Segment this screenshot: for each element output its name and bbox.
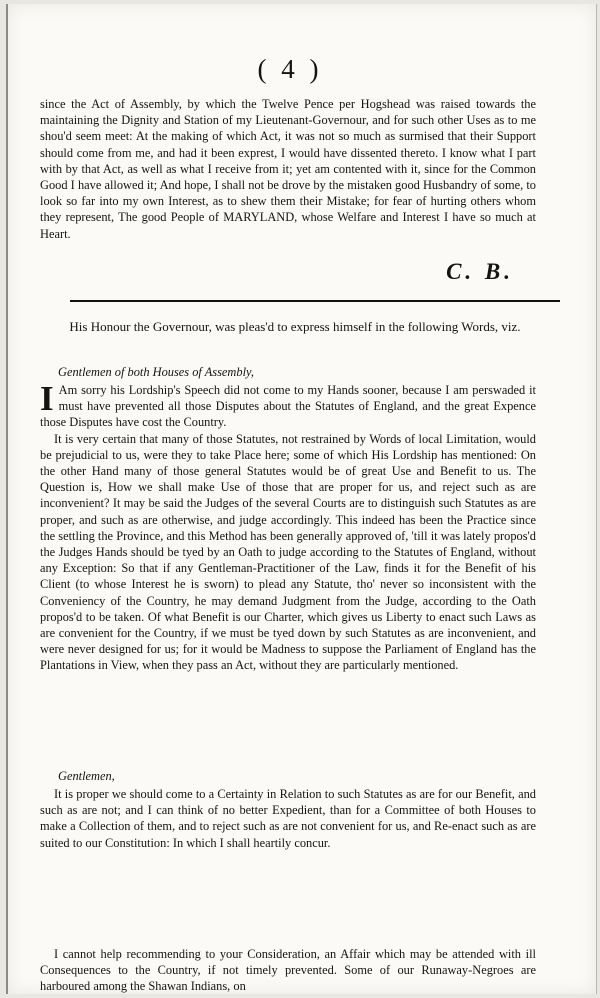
drop-cap: I [40, 379, 54, 418]
page-number: ( 4 ) [257, 54, 323, 84]
salutation-houses: Gentlemen of both Houses of Assembly, [58, 365, 254, 379]
salutation-gentlemen: Gentlemen, [58, 769, 115, 783]
speech-paragraph-1 [40, 379, 536, 431]
section-divider [70, 300, 560, 302]
speech-paragraph-2: It is very certain that many of those Statutes, not restrained by Words of local Limitation, would be prejudicial to us, were they to take Place here; some of which His Lordship has mentioned: On the other Hand many of those general Statutes would be of great Use and Benefit to us. The Question is, How we shall make Use of those that are proper for us, and reject such as are inconvenient? It may be said the Judges of the several Courts are to distinguish such Statutes as are proper, and such as are otherwise, and judge accordingly. This indeed has been the Practice since the settling the Province, and this Method has been generally approved of, 'till it was lately propos'd the Judges Hands should be tyed by an Oath to judge according to the Statutes of England, without any Exception: So that if any Gentleman-Practitioner of the Law, finds it for the Benefit of his Client (to whose Interest he is sworn) to plead any Statute, tho' never so inconsistent with the Conveniency of the Country, he may demand Judgment from the Judge, according to the Oath propos'd to be taken. Of what Benefit is our Charter, which gives us Liberty to enact such Laws as are convenient for the Country, if we must be tyed down by such Statutes as are inconvenient, and were never designed for us; for it would be Madness to suppose the Parliament of England has the Plantations in View, when they pass an Act, without they are particularly mentioned. [40, 431, 536, 673]
speech-paragraph-4: I cannot help recommending to your Consideration, an Affair which may be attended with ill Consequences to the Country, if not timely prevented. Some of our Runaway-Negroes are harboured among the Shawan Indians, on [40, 947, 536, 994]
intro-text: since the Act of Assembly, by which the Twelve Pence per Hogshead was raised towards the maintaining the Dignity and Station of my Lieutenant-Governour, and for such other Uses as to me shou'd seem meet: At the making of which Act, it was not so much as surmised that their Support should come from me, and had it been exprest, I would have dissented thereto. I know what I part with by that Act, as well as what I receive from it; yet am contented with it, since for the Common Good I have allowed it; And hope, I shall not be drove by the mistaken good Husbandry of some, to look so far into my own Interest, as to shew them their Mistake; for fear of hurting others whom they represent, The good People of MARYLAND, whose Welfare and Interest I have so much at Heart. [40, 97, 536, 241]
section-heading: His Honour the Governour, was pleas'd to express himself in the following Words, viz. [69, 319, 521, 334]
intro-paragraph [40, 96, 536, 242]
scanned-page [6, 4, 597, 994]
speech-body-1 [40, 379, 536, 674]
speech-body-3 [40, 946, 536, 995]
speech-body-2 [40, 786, 536, 851]
paragraph-1-text: Am sorry his Lordship's Speech did not come to my Hands sooner, because I am perswaded it must have prevented all those Disputes about the Statutes of England, and the great Expence those Disputes have cost the Country. [40, 383, 536, 430]
signature: C. B. [446, 259, 514, 284]
speech-paragraph-3: It is proper we should come to a Certainty in Relation to such Statutes as are for our Benefit, and such as are not; and I can think of no better Expedient, than for a Committee of both Houses to make a Collection of them, and to reject such as are not convenient for us, and Re-enact such as are suited to our Constitution: In which I shall heartily concur. [40, 787, 536, 850]
